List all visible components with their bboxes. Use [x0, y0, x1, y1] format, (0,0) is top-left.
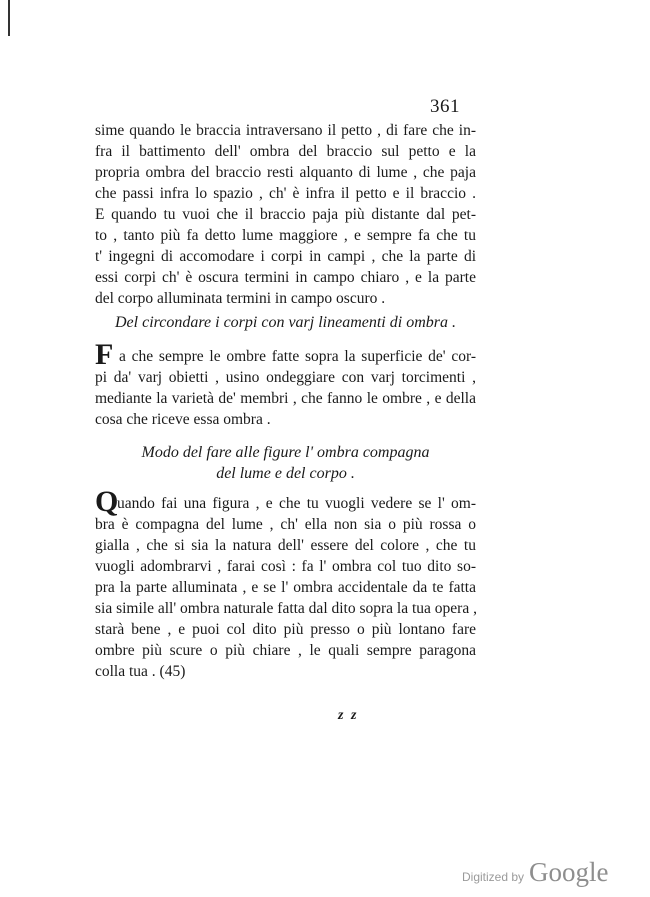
text-line: to , tanto più fa detto lume maggiore , e sempre fa che tu — [95, 227, 476, 244]
text-line: starà bene , e puoi col dito più presso o più lontano fare — [95, 621, 476, 638]
signature-mark: z z — [338, 708, 359, 723]
text-line: sia simile all' ombra naturale fatta dal dito sopra la tua opera , — [95, 600, 477, 617]
text-line: propria ombra del braccio resti alquanto di lume , che paja — [95, 164, 476, 181]
text-line: bra è compagna del lume , ch' ella non sia o più rossa o — [95, 516, 476, 533]
text-line: gialla , che si sia la natura dell' essere del colore , che tu — [95, 537, 476, 554]
page-edge-mark — [8, 0, 10, 36]
heading-line: Modo del fare alle figure l' ombra compagna — [141, 444, 430, 461]
watermark-prefix: Digitized by — [462, 870, 525, 884]
text-line: t' ingegni di accomodare i corpi in campi , che la parte di — [95, 248, 476, 265]
paragraph-3 — [95, 493, 476, 682]
text-line: mediante la varietà de' membri , che fanno le ombre , e della — [95, 390, 476, 407]
text-line: che passi infra lo spazio , ch' è infra il petto e il braccio . — [95, 185, 476, 202]
text-line: del corpo alluminata termini in campo oscuro . — [95, 290, 386, 307]
digitized-watermark — [462, 857, 609, 888]
section-heading-1 — [95, 312, 476, 333]
text-line: vuogli adombrarvi , farai così : fa l' ombra col tuo dito so- — [95, 558, 476, 575]
text-line: fra il battimento dell' ombra del braccio sul petto e la — [95, 143, 476, 160]
drop-cap-q: Q — [95, 485, 119, 518]
text-line: a che sempre le ombre fatte sopra la superficie de' cor- — [119, 348, 476, 365]
google-logo: Google — [529, 857, 609, 887]
text-line: cosa che riceve essa ombra . — [95, 411, 271, 428]
text-line: colla tua . (45) — [95, 663, 186, 680]
page-number: 361 — [430, 96, 460, 117]
text-line: ombre più scure o più chiare , le quali sempre paragona — [95, 642, 476, 659]
section-heading-2 — [95, 442, 476, 484]
text-line: essi corpi ch' è oscura termini in campo chiaro , e la parte — [95, 269, 476, 286]
text-line: pi da' varj obietti , usino ondeggiare con varj torcimenti , — [95, 369, 476, 386]
text-line: E quando tu vuoi che il braccio paja più distante dal pet- — [95, 206, 476, 223]
paragraph-1 — [95, 120, 476, 309]
text-line: pra la parte alluminata , e se l' ombra accidentale da te fatta — [95, 579, 476, 596]
drop-cap-f: F — [95, 338, 114, 371]
text-line: sime quando le braccia intraversano il petto , di fare che in- — [95, 122, 476, 139]
paragraph-2 — [95, 346, 476, 430]
heading-line: Del circondare i corpi con varj lineamenti di ombra . — [115, 314, 456, 331]
heading-line: del lume e del corpo . — [216, 465, 355, 482]
text-line: uando fai una figura , e che tu vuogli vedere se l' om- — [117, 495, 476, 512]
